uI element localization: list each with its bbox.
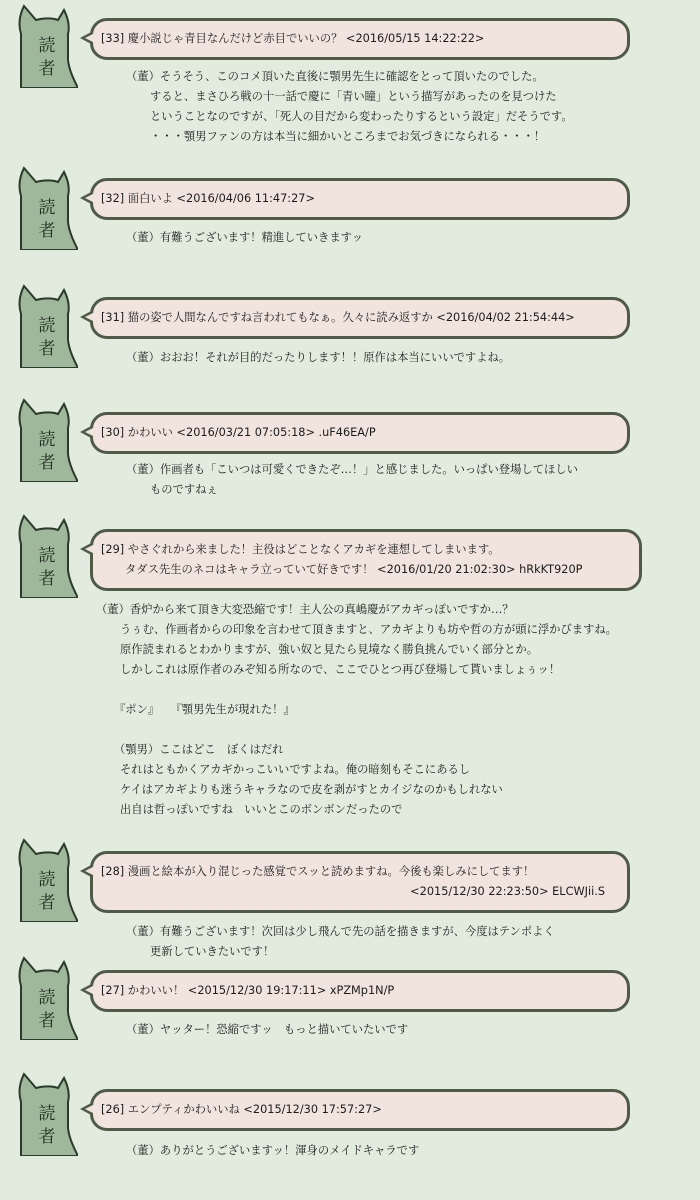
reply-line: （董）有難うございます！次回は少し飛んで先の話を描きますが、今度はテンポよく xyxy=(126,925,555,938)
reader-mark-char: 読 xyxy=(38,36,56,56)
reader-cat-icon xyxy=(14,514,78,598)
reply-block xyxy=(126,348,510,368)
reply-line: ということなのですが、「死人の目だから変わったりするという設定」だそうです。 xyxy=(150,110,573,123)
reply-line: すると、まさひろ戦の十一話で慶に「青い瞳」という描写があったのを見つけた xyxy=(150,90,557,103)
reply-line: （董）ヤッター！恐縮ですッ もっと描いていたいです xyxy=(126,1023,409,1036)
reader-cat-icon xyxy=(14,398,78,482)
comment-bubble xyxy=(90,1089,630,1131)
reply-line: （董）有難うございます！精進していきますッ xyxy=(126,231,364,244)
reply-line: （顎男）ここはどこ ぼくはだれ xyxy=(114,743,284,756)
reader-mark-char: 者 xyxy=(38,59,56,79)
reply-line: （董）ありがとうございますッ！渾身のメイドキャラです xyxy=(126,1144,420,1157)
reader-mark-char: 者 xyxy=(38,1127,56,1147)
reply-line: しかしこれは原作者のみぞ知る所なので、ここでひとつ再び登場して貰いましょぅッ！ xyxy=(120,663,561,676)
reply-line: ・・・顎男ファンの方は本当に細かいところまでお気づきになられる・・・！ xyxy=(150,130,546,143)
comment-text: [27] かわいい！ <2015/12/30 19:17:11> xPZMp1N/P xyxy=(101,984,395,997)
reply-block xyxy=(126,1020,408,1040)
reply-line: 出自は哲っぽいですね いいとこのボンボンだったので xyxy=(120,803,403,816)
comment-text: タダス先生のネコはキャラ立っていて好きです！ <2016/01/20 21:02:30> hRkKT920P xyxy=(125,563,583,576)
reader-mark-char: 者 xyxy=(38,569,56,589)
reply-block xyxy=(126,460,578,500)
reader-mark-char: 読 xyxy=(38,198,56,218)
reader-mark-char: 者 xyxy=(38,893,56,913)
reader-cat-icon xyxy=(14,284,78,368)
reply-line: ケイはアカギよりも迷うキャラなので皮を剥がすとカイジなのかもしれない xyxy=(120,783,503,796)
comment-bubble xyxy=(90,178,630,220)
comment-bubble xyxy=(90,412,630,454)
comment-text: [32] 面白いよ <2016/04/06 11:47:27> xyxy=(101,192,315,205)
reply-line: 『ポン』 『顎男先生が現れた！』 xyxy=(114,703,295,716)
comment-text: [26] エンプティかわいいね <2015/12/30 17:57:27> xyxy=(101,1103,382,1116)
reply-line: 原作読まれるとわかりますが、強い奴と見たら見境なく勝負挑んでいく部分とか。 xyxy=(120,643,538,656)
reply-line: ものですねぇ xyxy=(150,483,218,496)
comment-bubble xyxy=(90,297,630,339)
reply-block xyxy=(126,922,555,962)
reader-mark-char: 読 xyxy=(38,430,56,450)
comment-text: [30] かわいい <2016/03/21 07:05:18> .uF46EA/P xyxy=(101,426,376,439)
reply-block xyxy=(96,600,617,820)
comment-text: <2015/12/30 22:23:50> ELCWJii.S xyxy=(410,885,605,898)
comment-text: [29] やさぐれから来ました！主役はどことなくアカギを連想してしまいます。 xyxy=(101,543,500,556)
reply-line: （董）作画者も「こいつは可愛くできたぞ…！」と感じました。いっぱい登場してほしい xyxy=(126,463,578,476)
reply-line: うぅむ、作画者からの印象を言わせて頂きますと、アカギよりも坊や哲の方が頭に浮かびますね。 xyxy=(120,623,617,636)
reply-line: それはともかくアカギかっこいいですよね。俺の暗刻もそこにあるし xyxy=(120,763,471,776)
reply-block xyxy=(126,1141,419,1161)
reader-cat-icon xyxy=(14,4,78,88)
reply-line: （董）そうそう、このコメ頂いた直後に顎男先生に確認をとって頂いたのでした。 xyxy=(126,70,544,83)
reply-block xyxy=(126,228,363,248)
reader-mark-char: 者 xyxy=(38,1011,56,1031)
reader-cat-icon xyxy=(14,1072,78,1156)
comment-text: [28] 漫画と絵本が入り混じった感覚でスッと読めますね。今後も楽しみにしてます！ xyxy=(101,865,535,878)
reply-line: （董）香炉から来て頂き大変恐縮です！主人公の真嶋慶がアカギっぽいですか…？ xyxy=(96,603,514,616)
comment-bubble xyxy=(90,529,642,591)
reader-mark-char: 者 xyxy=(38,453,56,473)
reply-line xyxy=(96,680,617,700)
reader-mark-char: 読 xyxy=(38,1104,56,1124)
reader-cat-icon xyxy=(14,166,78,250)
reply-block xyxy=(126,67,573,147)
comment-bubble xyxy=(90,851,630,913)
comment-text: [31] 猫の姿で人間なんですね言われてもなぁ。久々に読み返すか <2016/04/02 21:54:44> xyxy=(101,311,575,324)
reader-cat-icon xyxy=(14,838,78,922)
reply-line: （董）おおお！それが目的だったりします！！原作は本当にいいですよね。 xyxy=(126,351,511,364)
comment-bubble xyxy=(90,18,630,60)
reader-mark-char: 者 xyxy=(38,221,56,241)
reader-cat-icon xyxy=(14,956,78,1040)
reader-mark-char: 読 xyxy=(38,546,56,566)
comment-bubble xyxy=(90,970,630,1012)
reader-mark-char: 読 xyxy=(38,316,56,336)
reader-mark-char: 者 xyxy=(38,339,56,359)
reader-mark-char: 読 xyxy=(38,870,56,890)
reply-line xyxy=(96,720,617,740)
reply-line: 更新していきたいです！ xyxy=(150,945,275,958)
reader-mark-char: 読 xyxy=(38,988,56,1008)
comment-text: [33] 慶小説じゃ青目なんだけど赤目でいいの？ <2016/05/15 14:22:22> xyxy=(101,32,485,45)
